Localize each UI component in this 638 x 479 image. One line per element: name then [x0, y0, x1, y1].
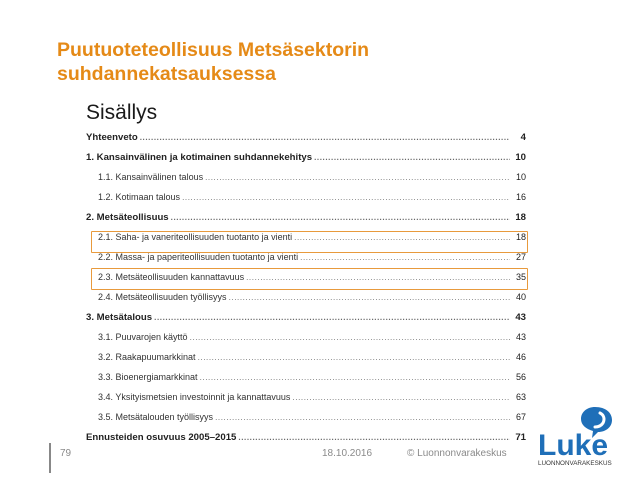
highlight-box-2-3	[91, 268, 528, 290]
toc-row	[86, 392, 526, 412]
toc-row	[86, 172, 526, 192]
toc-row-label: 1.2. Kotimaan talous	[98, 192, 181, 202]
toc-row-page: 35	[515, 272, 526, 282]
toc-row-leader-dots	[215, 413, 510, 422]
toc-row-leader-dots	[190, 333, 510, 342]
toc-row-page: 71	[515, 432, 526, 443]
logo-subtext: LUONNONVARAKESKUS	[538, 460, 612, 467]
toc-row-label: 3.1. Puuvarojen käyttö	[98, 332, 188, 342]
toc-row-leader-dots	[154, 313, 510, 322]
logo-wordmark: Luke	[538, 429, 609, 462]
toc-row-page: 46	[515, 352, 526, 362]
footer-copyright: © Luonnonvarakeskus	[407, 448, 507, 459]
page-number: 79	[60, 448, 72, 459]
toc-row-label: 2. Metsäteollisuus	[86, 212, 169, 223]
toc-row	[86, 352, 526, 372]
toc-row-leader-dots	[198, 353, 510, 362]
footer-date: 18.10.2016	[322, 448, 373, 459]
toc-row-page: 43	[515, 332, 526, 342]
toc-row-page: 27	[515, 252, 526, 262]
toc-row	[86, 132, 526, 152]
toc-row-leader-dots	[171, 213, 510, 222]
toc-row-page: 18	[515, 212, 526, 223]
toc-row-label: 3.2. Raakapuumarkkinat	[98, 352, 196, 362]
toc-row-label: 3.3. Bioenergiamarkkinat	[98, 372, 198, 382]
toc-row-label: 2.2. Massa- ja paperiteollisuuden tuotanto ja vienti	[98, 252, 299, 262]
toc-row-label: 2.3. Metsäteollisuuden kannattavuus	[98, 272, 245, 282]
toc-row-page: 56	[515, 372, 526, 382]
toc-row-page: 16	[515, 192, 526, 202]
toc-row-leader-dots	[205, 173, 510, 182]
slide-title	[57, 38, 517, 86]
toc-row-label: 2.1. Saha- ja vaneriteollisuuden tuotanto ja vienti	[98, 232, 293, 242]
toc-row	[86, 212, 526, 232]
footer-divider	[49, 443, 51, 473]
slide-title-line1: Puutuoteteollisuus Metsäsektorin	[57, 39, 370, 61]
toc-row-page: 63	[515, 392, 526, 402]
toc-row-page: 67	[515, 412, 526, 422]
toc-row-leader-dots	[140, 133, 510, 142]
toc-row-label: 1.1. Kansainvälinen talous	[98, 172, 204, 182]
toc-row-leader-dots	[292, 393, 510, 402]
luke-logo-graphic	[528, 405, 623, 467]
toc-row-leader-dots	[238, 433, 510, 442]
slide-title-line2: suhdannekatsauksessa	[57, 63, 276, 85]
toc-row-label: 1. Kansainvälinen ja kotimainen suhdannekehitys	[86, 152, 313, 163]
toc-row-leader-dots	[300, 253, 510, 262]
toc-row-label: 2.4. Metsäteollisuuden työllisyys	[98, 292, 227, 302]
toc-row-leader-dots	[229, 293, 510, 302]
toc-row-leader-dots	[314, 153, 510, 162]
toc-row	[86, 332, 526, 352]
toc-row-page: 40	[515, 292, 526, 302]
toc-row	[86, 292, 526, 312]
toc-heading: Sisällys	[86, 101, 158, 124]
toc-row-label: 3.5. Metsätalouden työllisyys	[98, 412, 214, 422]
toc-row-page: 10	[515, 172, 526, 182]
toc-row-label: Ennusteiden osuvuus 2005–2015	[86, 432, 237, 443]
toc-row-page: 18	[515, 232, 526, 242]
toc-row-label: 3.4. Yksityismetsien investoinnit ja kannattavuus	[98, 392, 291, 402]
toc-row-label: Yhteenveto	[86, 132, 138, 143]
toc-row-page: 10	[515, 152, 526, 163]
toc-row-leader-dots	[200, 373, 510, 382]
toc-row-label: 3. Metsätalous	[86, 312, 153, 323]
toc-row-page: 4	[520, 132, 526, 143]
toc-row	[86, 372, 526, 392]
luke-logo	[528, 405, 623, 467]
toc-row	[86, 412, 526, 432]
toc-row	[86, 312, 526, 332]
table-of-contents	[86, 100, 526, 443]
toc-row-leader-dots	[182, 193, 510, 202]
toc-row	[86, 192, 526, 212]
highlight-box-2-1	[91, 231, 528, 253]
toc-row	[86, 152, 526, 172]
toc-row-page: 43	[515, 312, 526, 323]
